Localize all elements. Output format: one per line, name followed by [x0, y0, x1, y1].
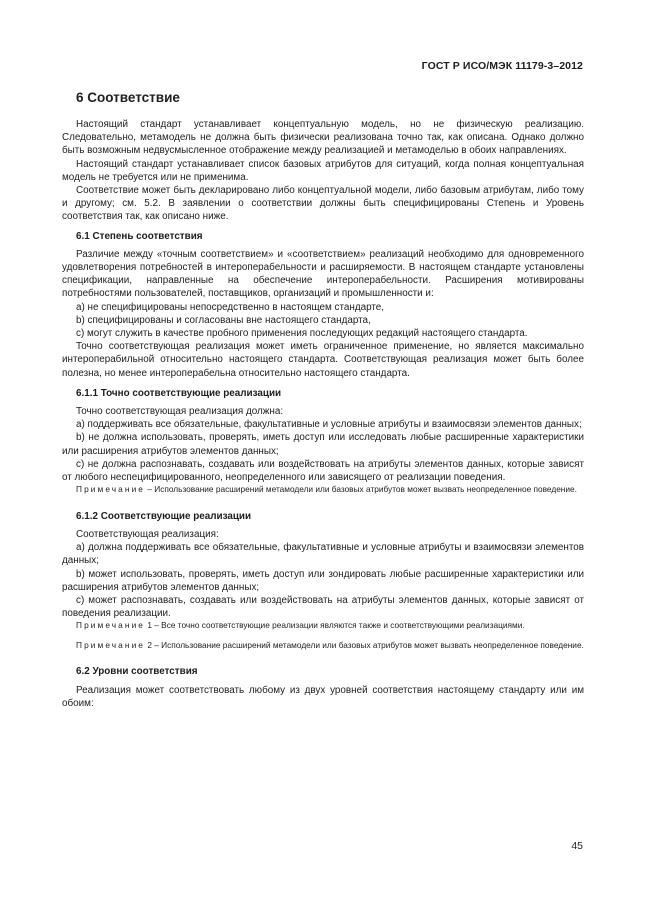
- note-label: Примечание: [76, 639, 146, 650]
- list-item: b) не должна использовать, проверять, иметь доступ или исследовать любые расширенные характеристики или расширения атрибутов элементов данных;: [62, 432, 584, 457]
- section-6-title: 6 Соответствие: [76, 90, 180, 105]
- note-text: – Использование расширений метамодели или базовых атрибутов может вызвать неопределенное поведение.: [145, 484, 577, 495]
- list-item: c) может распознавать, создавать или воздействовать на атрибуты элементов данных, которые зависят от поведения реализации.: [62, 595, 584, 620]
- note: [62, 620, 584, 632]
- section-6-2-intro: Реализация может соответствовать любому из двух уровней соответствия настоящему стандарту или им обоим:: [62, 684, 584, 709]
- section-6-2-title: 6.2 Уровни соответствия: [76, 666, 198, 678]
- section-6-paragraph: Настоящий стандарт устанавливает список базовых атрибутов для ситуаций, когда полная концептуальная модель не требуется или не применима.: [62, 158, 584, 183]
- list-item: a) должна поддерживать все обязательные, факультативные и условные атрибуты и взаимосвязи элементов данных;: [62, 542, 584, 567]
- section-6-1-2-intro: Соответствующая реализация:: [76, 528, 219, 540]
- page-number: 45: [571, 840, 583, 852]
- note: [62, 640, 584, 652]
- list-item: c) не должна распознавать, создавать или воздействовать на атрибуты элементов данных, которые зависят от любого неспецифицированного, неопределенного или зависящего от реализации поведения.: [62, 458, 584, 484]
- section-6-1-intro: Различие между «точным соответствием» и «соответствием» реализаций необходимо для одновременного удовлетворения потребностей в интероперабельности и расширяемости. В настоящем стандарте установлены спецификации, направленные на обеспечение интероперабельности. Расширения мотивированы потребностями пользователей, поставщиков, организаций и промышленности и:: [62, 248, 584, 300]
- note-text: 2 – Использование расширений метамодели или базовых атрибутов может вызвать неопределенное поведение.: [145, 639, 584, 650]
- list-item: c) могут служить в качестве пробного применения последующих редакций настоящего стандарта.: [76, 328, 528, 340]
- section-6-paragraph: Соответствие может быть декларировано либо концептуальной модели, либо базовым атрибутам, либо тому и другому; см. 5.2. В заявлении о соответствии должны быть специфицированы Степень и Уровень соответствия так, как описано ниже.: [62, 185, 584, 223]
- section-6-1-title: 6.1 Степень соответствия: [76, 230, 203, 242]
- section-6-1-1-intro: Точно соответствующая реализация должна:: [76, 406, 284, 418]
- list-item: b) может использовать, проверять, иметь доступ или зондировать любые расширенные характеристики или расширения атрибутов элементов данных;: [62, 568, 584, 593]
- list-item: a) поддерживать все обязательные, факультативные и условные атрибуты и взаимосвязи элементов данных;: [76, 419, 582, 431]
- note-label: Примечание: [76, 484, 146, 495]
- list-item: b) специфицированы и согласованы вне настоящего стандарта,: [76, 314, 371, 326]
- document-header: ГОСТ Р ИСО/МЭК 11179-3–2012: [421, 60, 583, 72]
- section-6-1-1-title: 6.1.1 Точно соответствующие реализации: [76, 387, 282, 399]
- section-6-paragraph: Настоящий стандарт устанавливает концептуальную модель, но не физическую реализацию. Следовательно, метамодель не должна быть физически реализована точно так, как описана. Однако должно быть возможным недвусмысленное отображение между реализацией и метамоделью в обоих направлениях.: [62, 119, 584, 157]
- section-6-1-closing: Точно соответствующая реализация может иметь ограниченное применение, но является максимально интероперабильной относительно настоящего стандарта. Соответствующая реализация может быть более полезна, но менее интероперабельна относительно настоящего стандарта.: [62, 341, 584, 379]
- list-item: a) не специфицированы непосредственно в настоящем стандарте,: [76, 301, 384, 313]
- note-label: Примечание: [76, 620, 146, 631]
- note: [62, 484, 584, 496]
- section-6-1-2-title: 6.1.2 Соответствующие реализации: [76, 510, 252, 522]
- note-text: 1 – Все точно соответствующие реализации являются также и соответствующими реализациями.: [145, 620, 525, 631]
- page-content: [62, 90, 584, 710]
